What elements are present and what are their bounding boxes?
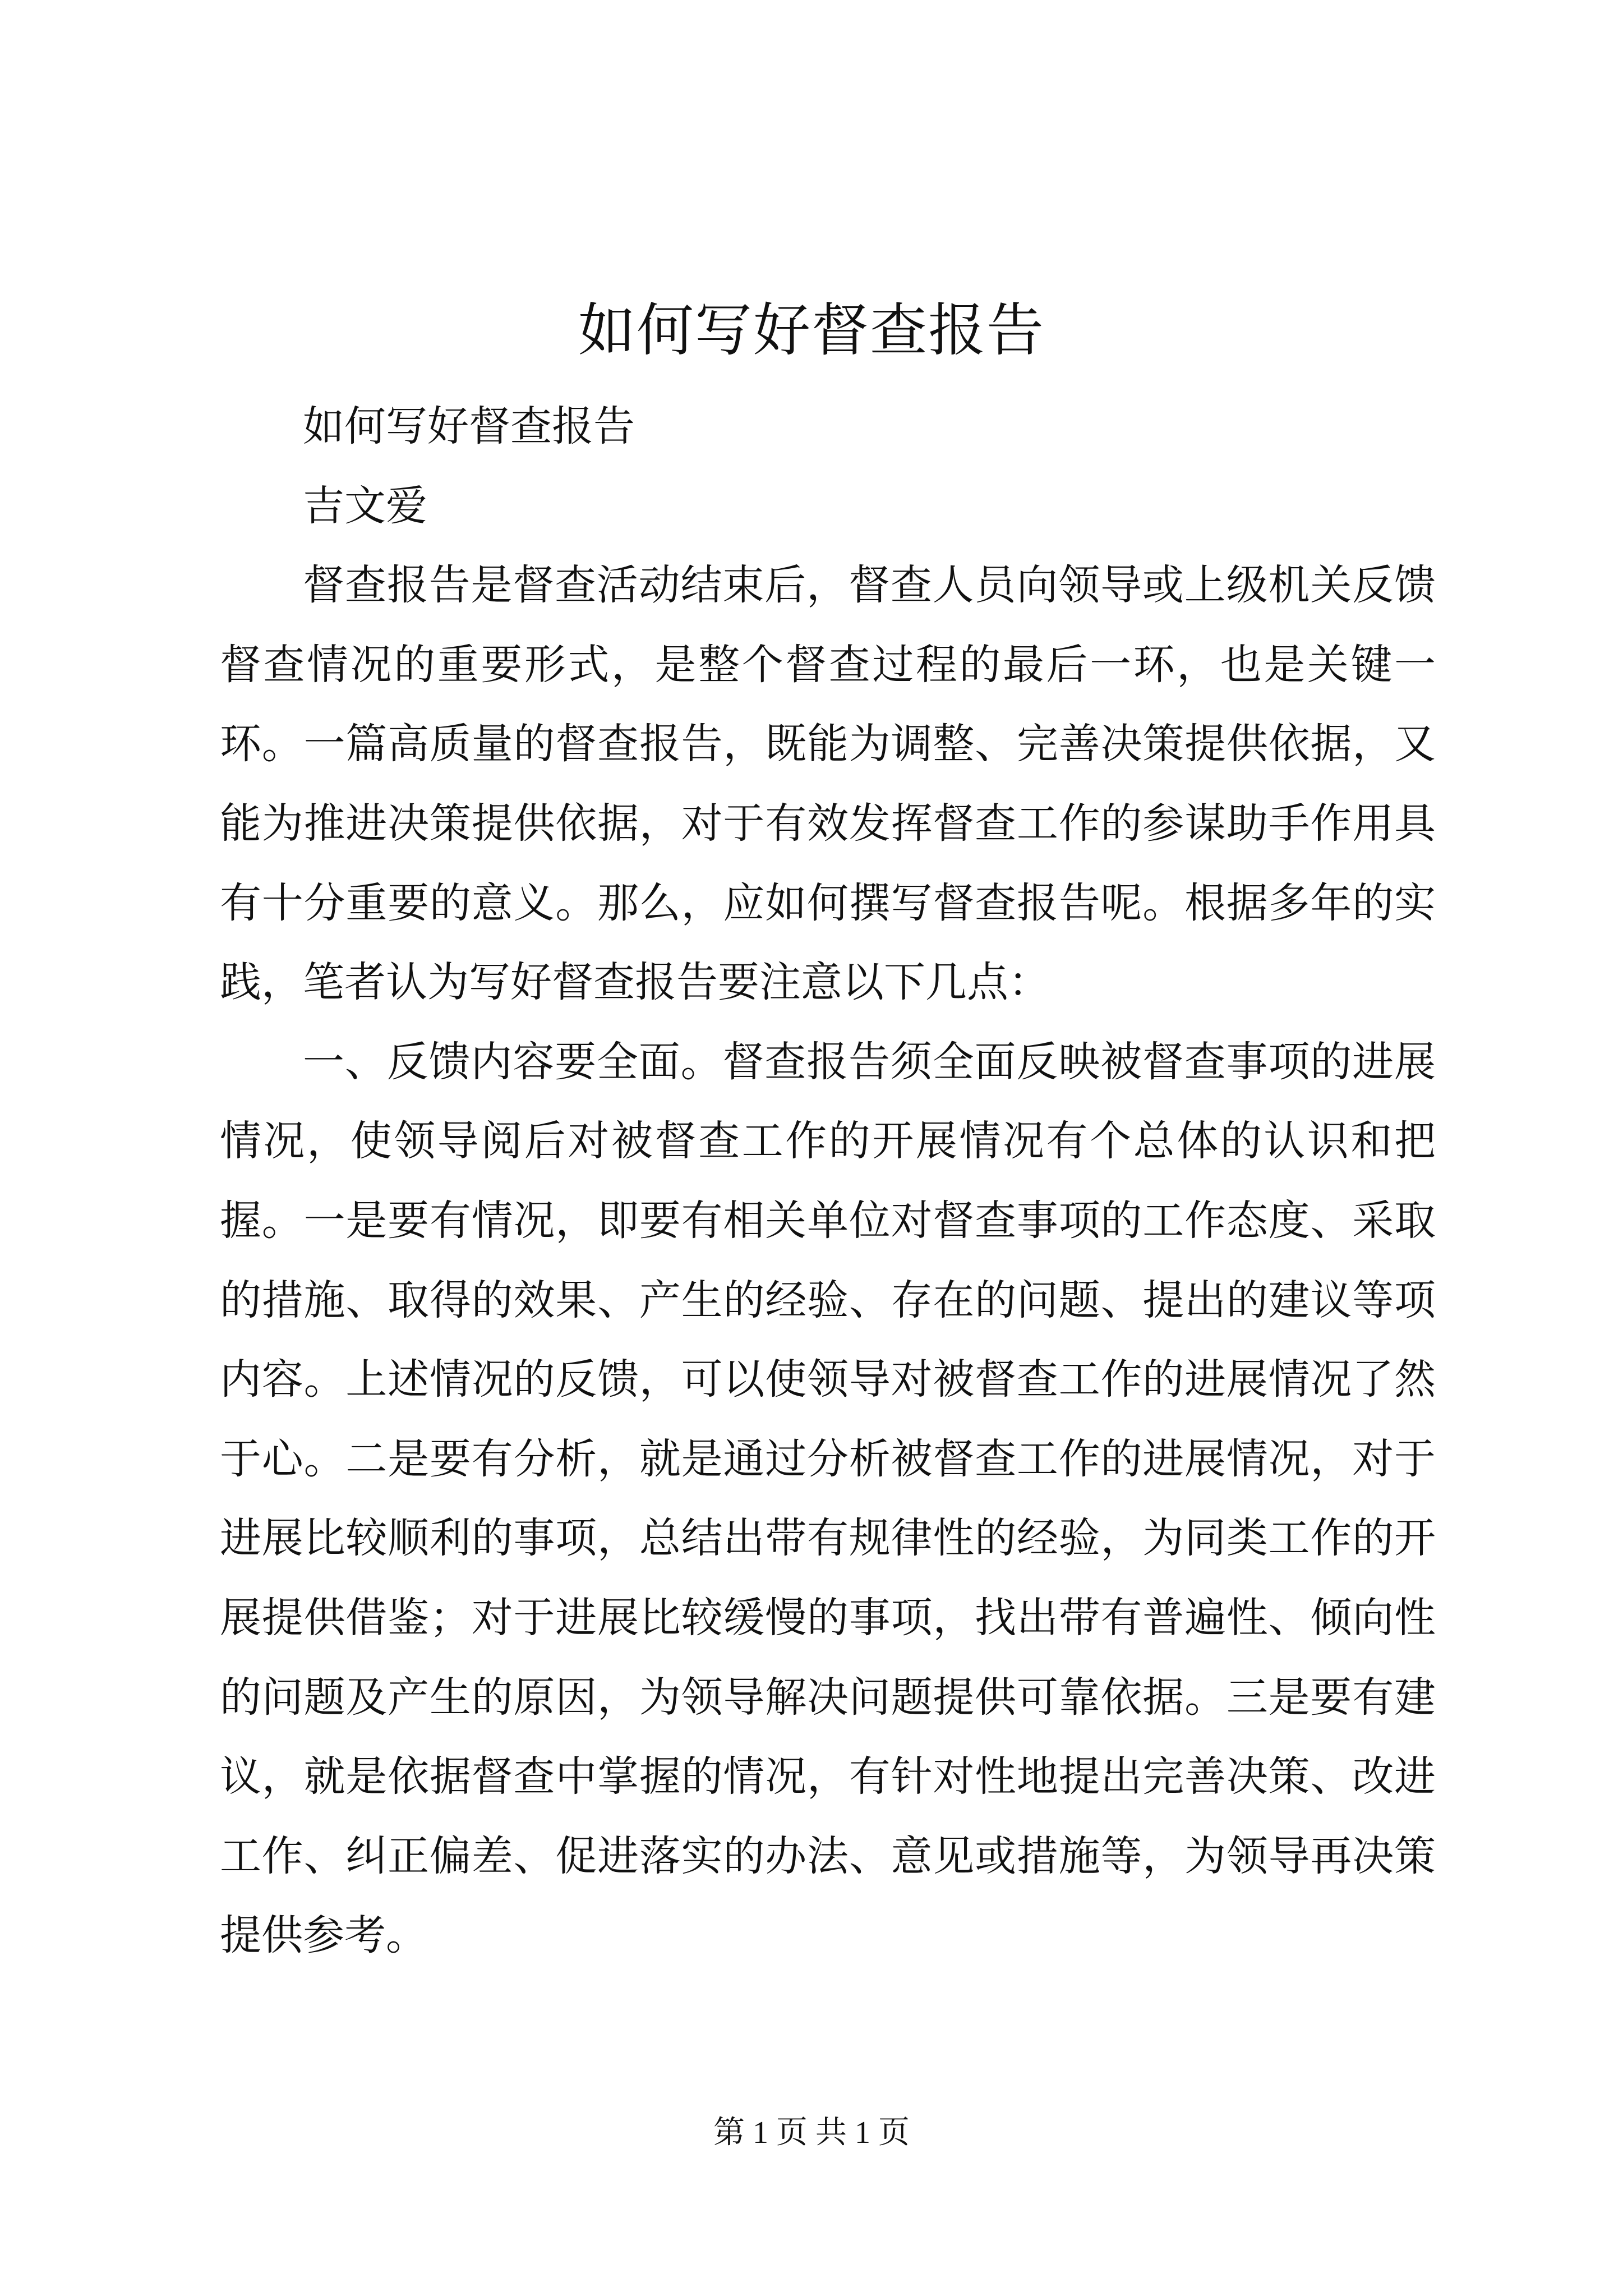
body-paragraph-intro: 督查报告是督查活动结束后，督查人员向领导或上级机关反馈督查情况的重要形式，是整个督查过程的最后一环，也是关键一环。一篇高质量的督查报告，既能为调整、完善决策提供依据，又能为推进决策提供依据，对于有效发挥督查工作的参谋助手作用具有十分重要的意义。那么，应如何撰写督查报告呢。根据多年的实践，笔者认为写好督查报告要注意以下几点： xyxy=(220,561,1436,1007)
page-footer: 第 1 页 共 1 页 xyxy=(713,2115,910,2150)
document-title: 如何写好督查报告 xyxy=(578,297,1045,364)
document-body xyxy=(220,387,1436,1976)
subtitle-line: 如何写好督查报告 xyxy=(303,402,635,450)
author-line: 吉文爱 xyxy=(303,481,427,530)
body-paragraph-section-1: 一、反馈内容要全面。督查报告须全面反映被督查事项的进展情况，使领导阅后对被督查工作的开展情况有个总体的认识和把握。一是要有情况，即要有相关单位对督查事项的工作态度、采取的措施、取得的效果、产生的经验、存在的问题、提出的建议等项内容。上述情况的反馈，可以使领导对被督查工作的进展情况了然于心。二是要有分析，就是通过分析被督查工作的进展情况，对于进展比较顺利的事项，总结出带有规律性的经验，为同类工作的开展提供借鉴；对于进展比较缓慢的事项，找出带有普遍性、倾向性的问题及产生的原因，为领导解决问题提供可靠依据。三是要有建议，就是依据督查中掌握的情况，有针对性地提出完善决策、改进工作、纠正偏差、促进落实的办法、意见或措施等，为领导再决策提供参考。 xyxy=(220,1037,1436,1960)
